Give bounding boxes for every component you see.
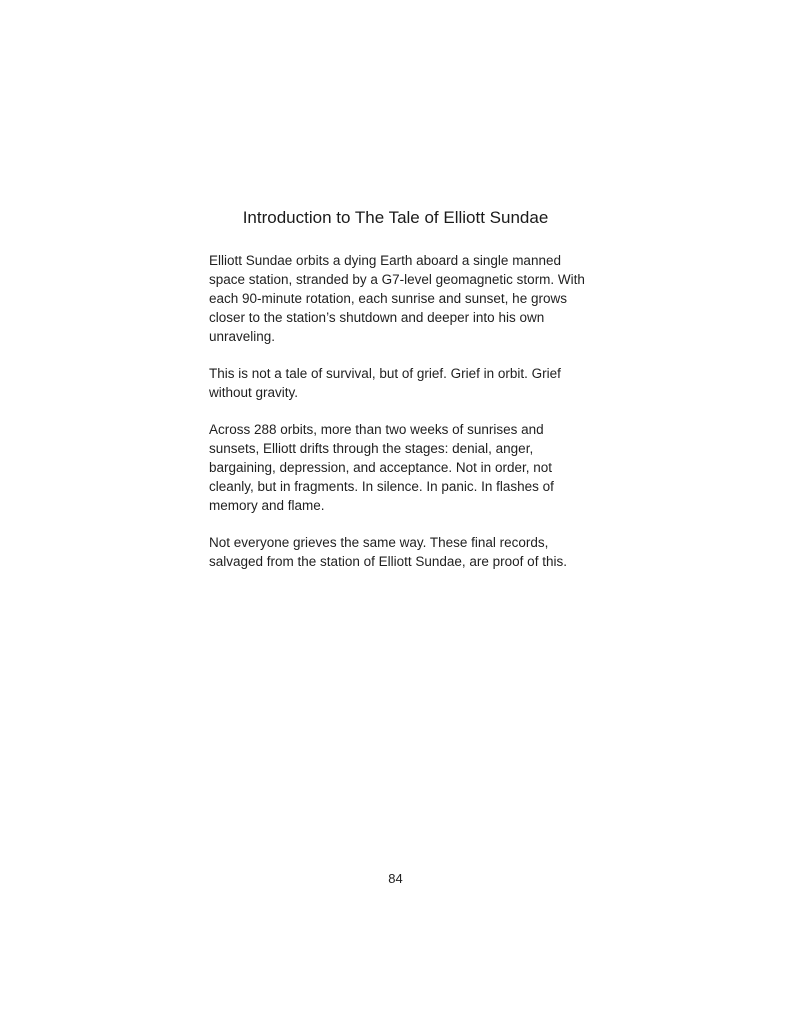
body-text: [209, 251, 595, 589]
page-number: 84: [388, 871, 403, 886]
paragraph-3: Across 288 orbits, more than two weeks of sunrises and sunsets, Elliott drifts through the stages: denial, anger, bargaining, depression, and acceptance. Not in order, not cleanly, but in fragments. In silence. In panic. In flashes of memory and flame.: [209, 422, 554, 513]
paragraph-1: Elliott Sundae orbits a dying Earth aboard a single manned space station, stranded by a G7-level geomagnetic storm. With each 90-minute rotation, each sunrise and sunset, he grows closer to the station’s shutdown and deeper into his own unraveling.: [209, 253, 585, 344]
paragraph-2: This is not a tale of survival, but of grief. Grief in orbit. Grief without gravity.: [209, 366, 561, 400]
paragraph-4: Not everyone grieves the same way. These final records, salvaged from the station of Elliott Sundae, are proof of this.: [209, 535, 567, 569]
page-title: Introduction to The Tale of Elliott Sundae: [242, 208, 549, 227]
